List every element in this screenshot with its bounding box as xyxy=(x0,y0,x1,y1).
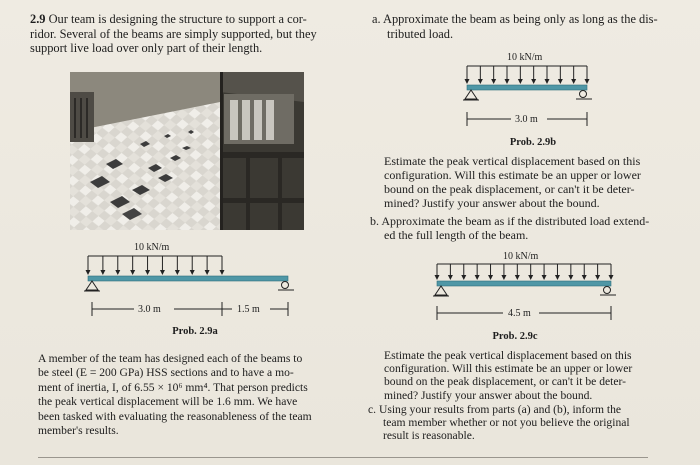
corridor-photo xyxy=(70,72,304,230)
estimate-c-paragraph xyxy=(384,349,694,402)
part-b xyxy=(370,215,692,243)
load-arrow-head xyxy=(465,79,470,84)
estimate-b-paragraph xyxy=(384,155,694,211)
part-c-line-3: result is reasonable. xyxy=(383,429,475,443)
load-arrow-head xyxy=(190,270,195,275)
part-a-label: a. xyxy=(372,12,381,26)
part-c xyxy=(368,403,690,443)
problem-number: 2.9 xyxy=(30,12,46,26)
load-arrow-head xyxy=(568,275,573,280)
load-arrow-head xyxy=(488,275,493,280)
load-arrow-head xyxy=(491,79,496,84)
fig-c-roller-support xyxy=(604,287,611,294)
part-b-line-1: Approximate the beam as if the distributed load extend- xyxy=(381,214,650,228)
fig-a-pin-support xyxy=(86,281,98,290)
intro-line-2: ridor. Several of the beams are simply supported, but they xyxy=(30,26,317,41)
left-para-line-1: A member of the team has designed each of the beams to xyxy=(38,352,303,365)
figure-2-9a xyxy=(82,238,302,330)
estimate-c-line-2: configuration. Will this estimate be an upper or lower xyxy=(384,362,633,376)
left-para-line-3: ment of inertia, I, of 6.55 × 10⁶ mm⁴. That person predicts xyxy=(38,380,308,394)
intro-line-3: support live load over only part of their length. xyxy=(30,41,263,56)
part-c-label: c. xyxy=(368,403,377,416)
fig-c-pin-support xyxy=(435,286,447,295)
fig-b-roller-support xyxy=(580,91,587,98)
load-arrow-head xyxy=(435,275,440,280)
load-arrow-head xyxy=(175,270,180,275)
fig-c-load-label: 10 kN/m xyxy=(503,251,539,262)
estimate-c-line-3: bound on the peak displacement, or can't it be deter- xyxy=(384,375,627,389)
left-para-line-6: member's results. xyxy=(38,424,119,438)
load-arrow-head xyxy=(115,270,120,275)
estimate-b-line-2: configuration. Will this estimate be an upper or lower xyxy=(384,167,641,182)
left-para-line-2: be steel (E = 200 GPa) HSS sections and to have a mo- xyxy=(38,366,294,380)
left-paragraph xyxy=(38,352,348,438)
fig-a-load-arrows xyxy=(86,256,225,275)
fig-b-load-arrows xyxy=(465,66,590,84)
fig-a-beam xyxy=(88,276,288,281)
caption-2-9b: Prob. 2.9b xyxy=(509,137,557,148)
load-arrow-head xyxy=(542,275,547,280)
load-arrow-head xyxy=(448,275,453,280)
load-arrow-head xyxy=(478,79,483,84)
load-arrow-head xyxy=(515,275,520,280)
fig-c-dim: 4.5 m xyxy=(508,308,531,319)
estimate-c-line-4: mined? Justify your answer about the bound. xyxy=(384,388,593,402)
corridor-photo-image xyxy=(70,72,304,230)
load-arrow-head xyxy=(145,270,150,275)
fig-c-beam xyxy=(437,281,611,286)
load-arrow-head xyxy=(558,79,563,84)
fig-b-load-label: 10 kN/m xyxy=(507,52,543,63)
fig-a-dim-1: 3.0 m xyxy=(138,304,161,315)
load-arrow-head xyxy=(545,79,550,84)
load-arrow-head xyxy=(100,270,105,275)
load-arrow-head xyxy=(86,270,91,275)
bottom-rule xyxy=(38,457,648,458)
load-arrow-head xyxy=(571,79,576,84)
part-c-line-1: Using your results from parts (a) and (b), inform the xyxy=(378,403,622,416)
fig-b-pin-support xyxy=(465,90,477,99)
fig-a-roller-support xyxy=(282,282,289,289)
load-arrow-head xyxy=(501,275,506,280)
caption-2-9c: Prob. 2.9c xyxy=(492,331,538,342)
load-arrow-head xyxy=(531,79,536,84)
part-c-line-2: team member whether or not you believe the original xyxy=(383,416,630,430)
load-arrow-head xyxy=(585,79,590,84)
fig-a-load-label: 10 kN/m xyxy=(134,242,170,253)
intro-line-1: Our team is designing the structure to support a cor- xyxy=(48,12,307,26)
estimate-c-line-1: Estimate the peak vertical displacement based on this xyxy=(384,349,632,362)
estimate-b-line-4: mined? Justify your answer about the bound. xyxy=(384,195,600,210)
load-arrow-head xyxy=(582,275,587,280)
figure-2-9c xyxy=(425,248,625,330)
load-arrow-head xyxy=(461,275,466,280)
load-arrow-head xyxy=(555,275,560,280)
estimate-b-line-1: Estimate the peak vertical displacement based on this xyxy=(384,154,641,168)
left-para-line-4: the peak vertical displacement will be 1.6 mm. We have xyxy=(38,395,298,409)
part-b-line-2: ed the full length of the beam. xyxy=(384,227,529,242)
fig-b-beam xyxy=(467,85,587,90)
fig-c-load-arrows xyxy=(435,264,614,280)
left-para-line-5: been tasked with evaluating the reasonableness of the team xyxy=(38,409,312,423)
caption-2-9a: Prob. 2.9a xyxy=(172,326,218,337)
load-arrow-head xyxy=(505,79,510,84)
load-arrow-head xyxy=(130,270,135,275)
load-arrow-head xyxy=(160,270,165,275)
problem-intro xyxy=(30,12,360,56)
figure-2-9b xyxy=(455,48,605,134)
load-arrow-head xyxy=(595,275,600,280)
load-arrow-head xyxy=(518,79,523,84)
part-a-line-1: Approximate the beam as being only as long as the dis- xyxy=(383,12,658,26)
fig-a-dim-2: 1.5 m xyxy=(237,304,260,315)
load-arrow-head xyxy=(609,275,614,280)
estimate-b-line-3: bound on the peak displacement, or can't it be deter- xyxy=(384,181,635,196)
load-arrow-head xyxy=(528,275,533,280)
part-a-line-2: tributed load. xyxy=(387,26,454,41)
fig-b-dim: 3.0 m xyxy=(515,114,538,125)
load-arrow-head xyxy=(475,275,480,280)
load-arrow-head xyxy=(220,270,225,275)
load-arrow-head xyxy=(205,270,210,275)
part-b-label: b. xyxy=(370,214,379,228)
part-a xyxy=(372,12,692,41)
